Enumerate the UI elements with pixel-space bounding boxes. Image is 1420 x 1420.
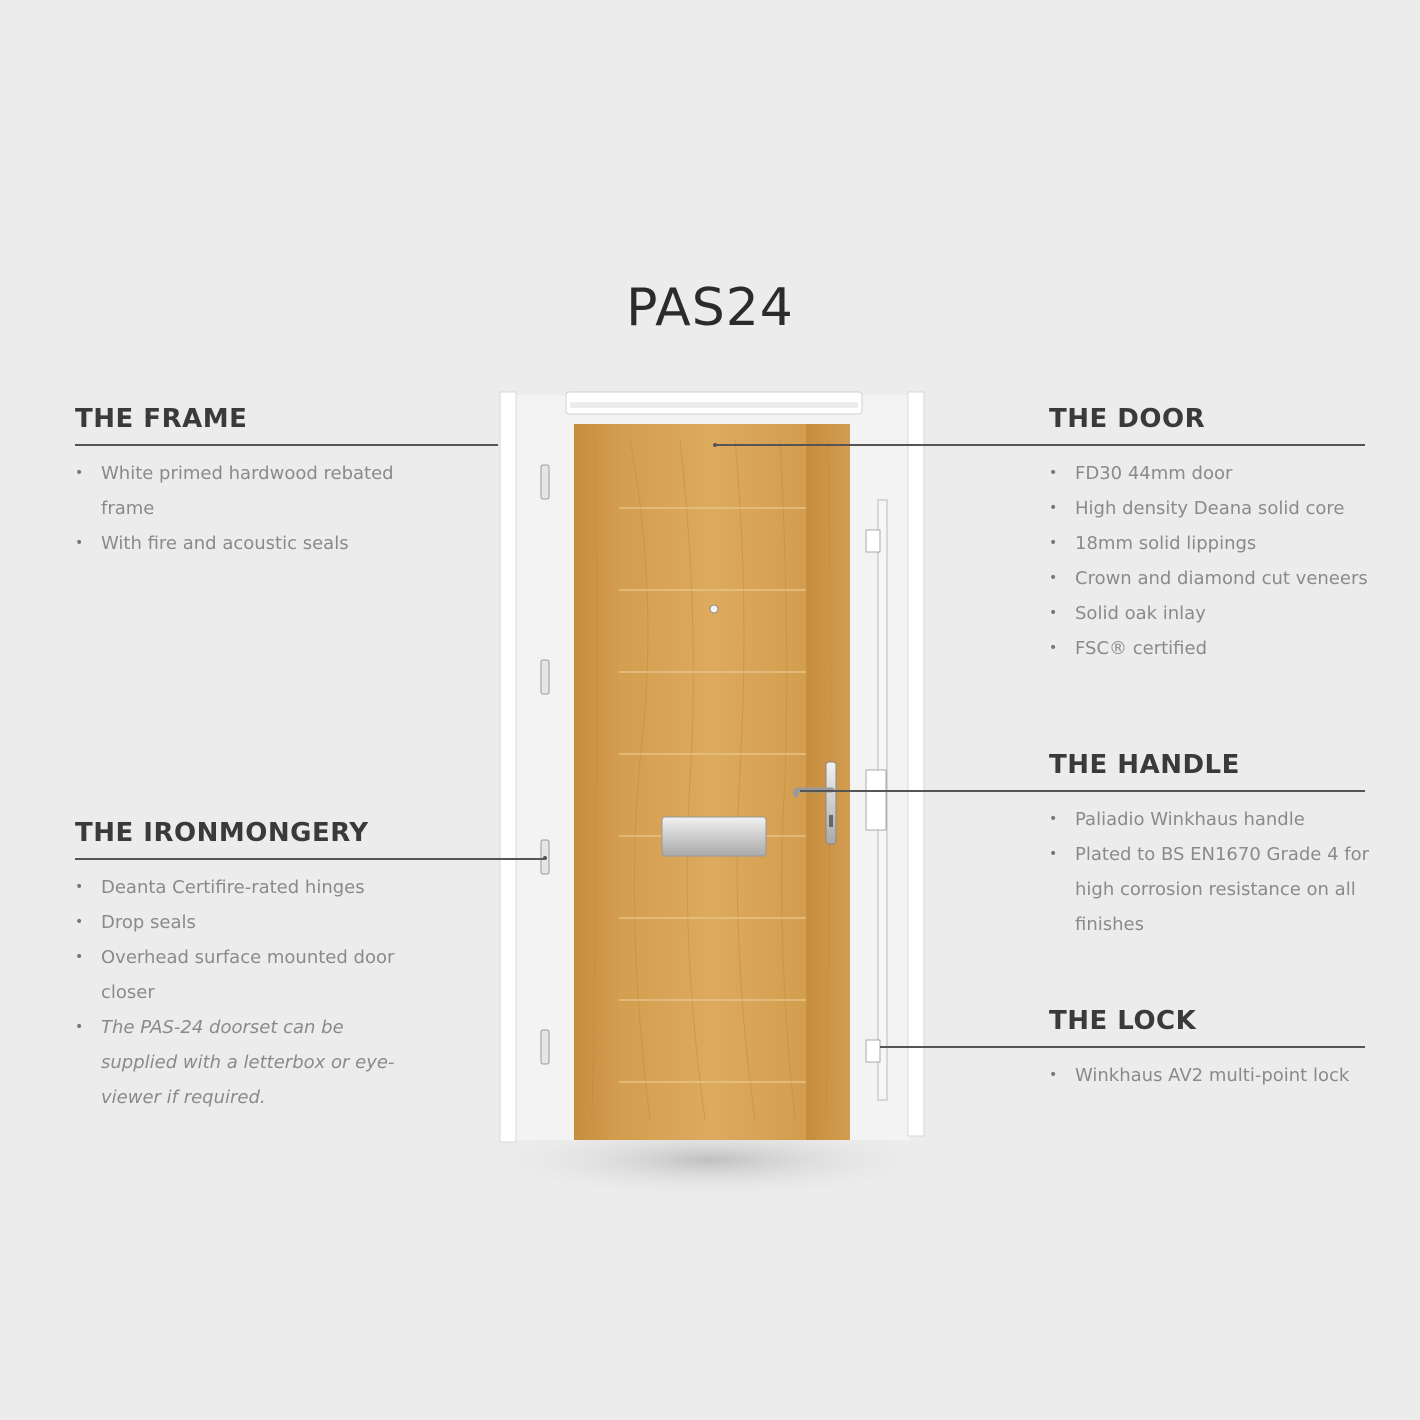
list-item: • With fire and acoustic seals xyxy=(75,526,415,561)
frame-heading: THE FRAME xyxy=(75,404,248,434)
list-item: • High density Deana solid core xyxy=(1049,491,1379,526)
hinge-icon xyxy=(541,660,549,694)
frame-left-jamb xyxy=(500,392,516,1142)
ironmongery-section xyxy=(75,818,415,1115)
list-item: • FSC® certified xyxy=(1049,631,1379,666)
list-item: • Drop seals xyxy=(75,905,415,940)
list-item: • Overhead surface mounted door closer xyxy=(75,940,415,1010)
frame-right-jamb xyxy=(908,392,924,1136)
handle-section xyxy=(1049,750,1379,942)
list-item: • Paliadio Winkhaus handle xyxy=(1049,802,1379,837)
handle-backplate xyxy=(826,762,836,844)
door-list xyxy=(1049,456,1379,666)
list-item: • FD30 44mm door xyxy=(1049,456,1379,491)
hinge-icon xyxy=(541,465,549,499)
lock-heading: THE LOCK xyxy=(1049,1006,1197,1036)
handle-heading: THE HANDLE xyxy=(1049,750,1240,780)
lock-section xyxy=(1049,1006,1379,1093)
list-item: • Crown and diamond cut veneers xyxy=(1049,561,1379,596)
list-item: • 18mm solid lippings xyxy=(1049,526,1379,561)
frame-list xyxy=(75,456,415,561)
list-item: • Deanta Certifire-rated hinges xyxy=(75,870,415,905)
lock-keep xyxy=(866,530,880,552)
door-section xyxy=(1049,404,1379,666)
door-heading: THE DOOR xyxy=(1049,404,1206,434)
page-title: PAS24 xyxy=(626,278,794,338)
list-item: • Solid oak inlay xyxy=(1049,596,1379,631)
ironmongery-note: • The PAS-24 doorset can be supplied with a letterbox or eye-viewer if required. xyxy=(75,1010,415,1115)
list-item: • Plated to BS EN1670 Grade 4 for high corrosion resistance on all finishes xyxy=(1049,837,1379,942)
list-item: • White primed hardwood rebated frame xyxy=(75,456,415,526)
ironmongery-list xyxy=(75,870,415,1115)
ironmongery-heading: THE IRONMONGERY xyxy=(75,818,369,848)
lock-keep xyxy=(866,1040,880,1062)
frame-section xyxy=(75,404,415,561)
hinge-icon xyxy=(541,1030,549,1064)
letterbox-icon xyxy=(662,817,766,856)
lock-keep xyxy=(866,770,886,830)
lock-list xyxy=(1049,1058,1379,1093)
handle-list xyxy=(1049,802,1379,942)
eye-viewer-icon xyxy=(710,605,718,613)
list-item: • Winkhaus AV2 multi-point lock xyxy=(1049,1058,1379,1093)
